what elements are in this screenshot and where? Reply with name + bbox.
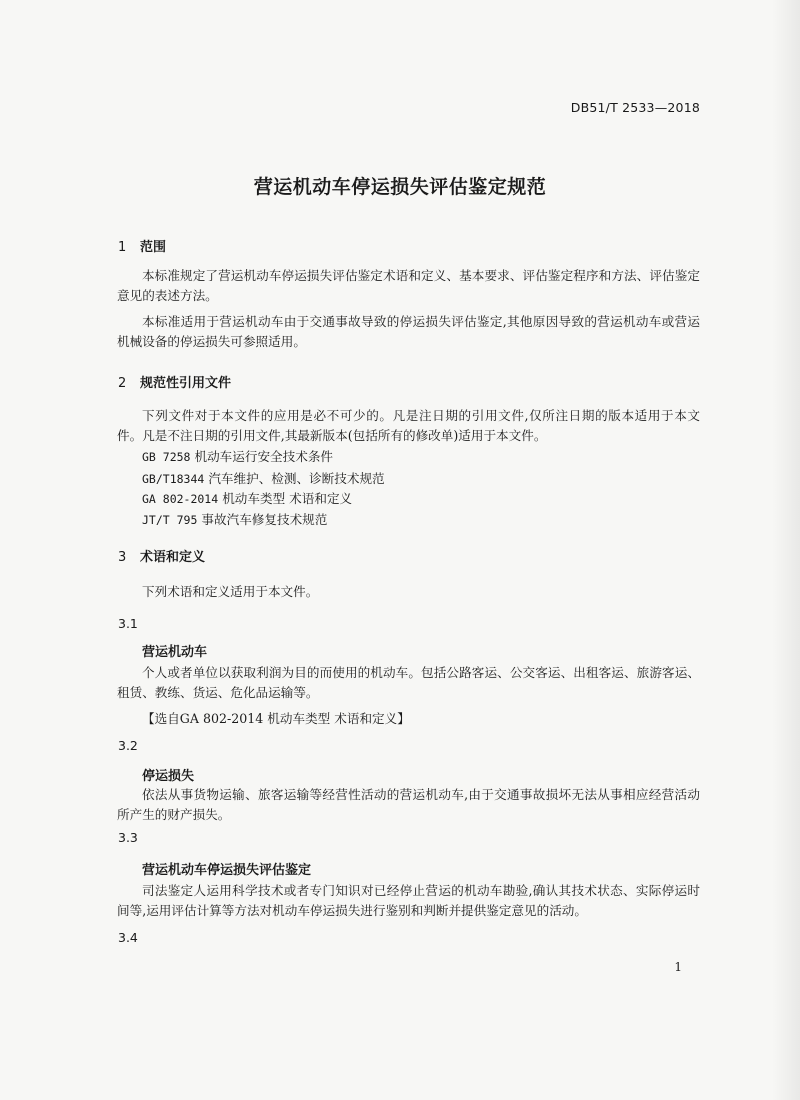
page-edge-shadow: [772, 0, 800, 1100]
term-name: 营运机动车停运损失评估鉴定: [142, 863, 312, 878]
reference-title: 机动车类型 术语和定义: [222, 491, 353, 506]
section-heading-2: [118, 372, 231, 391]
term-number: 3.2: [118, 738, 138, 753]
term-number: 3.3: [118, 830, 138, 845]
term-name: 营运机动车: [142, 645, 208, 660]
term-source: 【选自GA 802-2014 机动车类型 术语和定义】: [142, 711, 410, 726]
page-number: 1: [674, 960, 682, 974]
term-definition: 司法鉴定人运用科学技术或者专门知识对已经停止营运的机动车勘验,确认其技术状态、实际停运时间等,运用评估计算等方法对机动车停运损失进行鉴别和判断并提供鉴定意见的活动。: [117, 883, 700, 918]
reference-title: 事故汽车修复技术规范: [201, 512, 328, 527]
term-number: 3.1: [118, 616, 138, 631]
section-title: 范围: [140, 240, 167, 255]
reference-item: [142, 510, 327, 530]
section-number: 1: [118, 240, 127, 255]
section-number: 2: [118, 376, 127, 391]
term-definition: 依法从事货物运输、旅客运输等经营性活动的营运机动车,由于交通事故损坏无法从事相应经营活动所产生的财产损失。: [117, 787, 700, 822]
section-number: 3: [118, 550, 127, 565]
reference-code: GA 802-2014: [142, 492, 219, 506]
term-name: 停运损失: [142, 769, 195, 784]
section-title: 规范性引用文件: [140, 376, 232, 391]
term-number: 3.4: [118, 930, 138, 945]
reference-title: 机动车运行安全技术条件: [194, 449, 334, 464]
reference-item: [142, 447, 333, 467]
reference-item: [142, 489, 352, 509]
paragraph-references-intro: 下列文件对于本文件的应用是必不可少的。凡是注日期的引用文件,仅所注日期的版本适用于本文件。凡是不注日期的引用文件,其最新版本(包括所有的修改单)适用于本文件。: [117, 408, 700, 443]
reference-item: [142, 469, 385, 489]
paragraph-terms-intro: 下列术语和定义适用于本文件。: [142, 584, 319, 599]
reference-code: GB 7258: [142, 450, 191, 464]
section-heading-3: [118, 546, 205, 565]
paragraph-scope-2: 本标准适用于营运机动车由于交通事故导致的停运损失评估鉴定,其他原因导致的营运机动车或营运机械设备的停运损失可参照适用。: [117, 314, 700, 349]
term-definition: 个人或者单位以获取利润为目的而使用的机动车。包括公路客运、公交客运、出租客运、旅游客运、租赁、教练、货运、危化品运输等。: [117, 665, 700, 700]
paragraph-scope-1: 本标准规定了营运机动车停运损失评估鉴定术语和定义、基本要求、评估鉴定程序和方法、评估鉴定意见的表述方法。: [117, 268, 700, 303]
reference-code: GB/T18344: [142, 472, 205, 486]
section-title: 术语和定义: [140, 550, 206, 565]
document-title: 营运机动车停运损失评估鉴定规范: [253, 176, 547, 198]
standard-code: DB51/T 2533—2018: [570, 100, 700, 115]
reference-code: JT/T 795: [142, 513, 198, 527]
reference-title: 汽车维护、检测、诊断技术规范: [208, 471, 385, 486]
section-heading-1: [118, 236, 166, 255]
